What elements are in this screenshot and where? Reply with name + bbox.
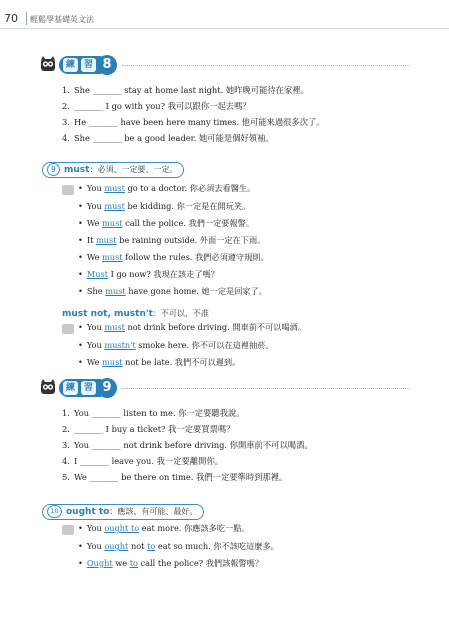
practice-char-1: 練 — [63, 58, 78, 72]
example-sentence: • It must be raining outside. 外面一定在下雨。 — [78, 235, 266, 245]
practice-9-item: 5. We _______ be there on time. 我們一定要準時到那裡。 — [62, 472, 288, 482]
example-sentence: • Ought we to call the police? 我們該報警嗎？ — [78, 558, 264, 568]
practice-8-item: 4. She _______ be a good leader. 她可能是個好領袖。 — [62, 133, 274, 143]
example-icon — [62, 525, 74, 535]
section-number: 9 — [47, 163, 60, 176]
practice-8-item: 1. She _______ stay at home last night. 她昨晚可能待在家裡。 — [62, 85, 309, 95]
sub-heading-meaning: ：不可以、不准 — [152, 309, 209, 318]
page-header — [0, 0, 449, 40]
example-icon — [62, 324, 74, 334]
practice-8-item: 3. He _______ have been here many times. 他可能來過很多次了。 — [62, 117, 325, 127]
practice-9-header — [40, 378, 410, 398]
example-sentence: • You ought to eat more. 你應該多吃一點。 — [78, 523, 250, 533]
practice-9-item: 1. You _______ listen to me. 你一定要聽我說。 — [62, 408, 245, 418]
practice-9-item: 3. You _______ not drink before driving. 你開車前不可以喝酒。 — [62, 440, 313, 450]
section-meaning: ：必須、一定要、一定。 — [89, 165, 178, 174]
book-title: 輕鬆學基礎英文法 — [30, 15, 94, 24]
example-sentence: • We must follow the rules. 我們必須遵守規則。 — [78, 252, 269, 262]
practice-9-item: 4. I _______ leave you. 我一定要離開你。 — [62, 456, 224, 466]
practice-number: 9 — [97, 378, 117, 398]
practice-8-item: 2. _______ I go with you? 我可以跟你一起去嗎？ — [62, 101, 251, 111]
page-number: 70 — [4, 12, 18, 25]
example-sentence: • She must have gone home. 她一定是回家了。 — [78, 286, 267, 296]
example-sentence: • Must I go now? 我現在該走了嗎？ — [78, 269, 219, 279]
practice-char-1: 練 — [63, 381, 78, 395]
header-divider — [26, 12, 27, 25]
practice-badge — [59, 56, 101, 74]
practice-9-item: 2. _______ I buy a ticket? 我一定要買票嗎？ — [62, 424, 235, 434]
example-sentence: • We must not be late. 我們不可以遲到。 — [78, 357, 241, 367]
example-sentence: • You must not drink before driving. 開車前不可以喝酒。 — [78, 322, 307, 332]
example-sentence: • You ought not to eat so much. 你不該吃這麼多。 — [78, 541, 279, 551]
practice-number: 8 — [97, 55, 117, 75]
section-word: ought to — [66, 507, 110, 517]
example-sentence: • You must be kidding. 你一定是在開玩笑。 — [78, 201, 251, 211]
section-meaning: ：應該、有可能、最好。 — [109, 507, 198, 516]
sub-heading-word: must not, mustn't — [62, 309, 153, 319]
section-10-header — [42, 504, 204, 520]
example-icon — [62, 185, 74, 195]
practice-badge — [59, 379, 101, 397]
section-9-header — [42, 162, 184, 178]
dotted-rule — [122, 388, 410, 389]
dotted-rule — [122, 65, 410, 66]
header-underline — [0, 28, 449, 29]
example-sentence: • You mustn't smoke here. 你不可以在這裡抽菸。 — [78, 340, 274, 350]
practice-char-2: 習 — [81, 58, 96, 72]
section-word: must — [64, 165, 90, 175]
example-sentence: • You must go to a doctor. 你必須去看醫生。 — [78, 183, 256, 193]
practice-8-header — [40, 55, 410, 75]
owl-icon — [40, 379, 56, 395]
example-sentence: • We must call the police. 我們一定要報警。 — [78, 218, 255, 228]
sub-heading — [62, 308, 209, 319]
practice-char-2: 習 — [81, 381, 96, 395]
owl-icon — [40, 56, 56, 72]
section-number: 10 — [47, 505, 62, 518]
